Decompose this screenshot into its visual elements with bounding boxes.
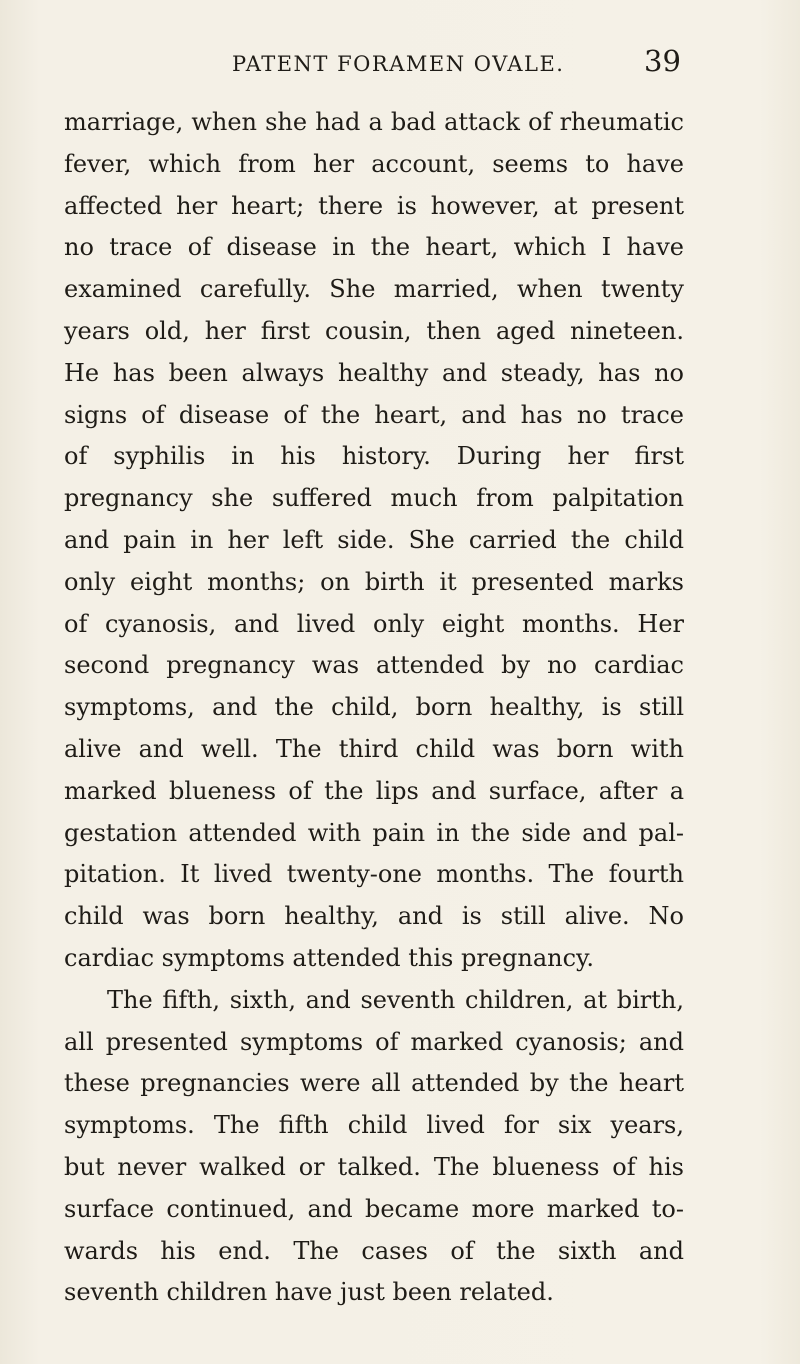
text-line: marked blueness of the lips and surface, after a: [64, 776, 684, 805]
text-line: He has been always healthy and steady, has no: [64, 358, 684, 387]
text-line: these pregnancies were all attended by the heart: [64, 1069, 684, 1098]
text-line: affected her heart; there is however, at present: [64, 191, 684, 220]
text-line: pitation. It lived twenty-one months. The fourth: [64, 860, 684, 889]
text-line: only eight months; on birth it presented marks: [64, 567, 684, 596]
text-line: of syphilis in his history. During her first: [64, 442, 684, 471]
text-line: fever, which from her account, seems to have: [64, 149, 684, 178]
text-line: The fifth, sixth, and seventh children, at birth,: [107, 985, 684, 1014]
text-line: gestation attended with pain in the side and pal-: [64, 818, 684, 847]
running-title: PATENT FORAMEN OVALE.: [232, 52, 565, 76]
text-line: all presented symptoms of marked cyanosis; and: [64, 1027, 684, 1056]
page-header: [0, 44, 800, 92]
text-line: no trace of disease in the heart, which I have: [64, 233, 684, 262]
text-line: marriage, when she had a bad attack of rheumatic: [64, 108, 684, 136]
text-line: wards his end. The cases of the sixth and: [64, 1236, 684, 1265]
page-number: 39: [644, 44, 681, 78]
body-text: [64, 102, 684, 1314]
text-line: signs of disease of the heart, and has no trace: [64, 400, 684, 429]
text-line: and pain in her left side. She carried the child: [64, 525, 684, 554]
text-line: alive and well. The third child was born with: [64, 734, 684, 763]
text-line: pregnancy she suffered much from palpitation: [64, 484, 684, 513]
text-line: child was born healthy, and is still alive. No: [64, 902, 684, 931]
text-line: second pregnancy was attended by no cardiac: [64, 651, 684, 680]
text-line: of cyanosis, and lived only eight months. Her: [64, 609, 684, 638]
text-line: years old, her first cousin, then aged nineteen.: [64, 316, 684, 345]
text-line: but never walked or talked. The blueness of his: [64, 1152, 684, 1181]
text-line: symptoms, and the child, born healthy, is still: [64, 693, 684, 722]
text-line: symptoms. The fifth child lived for six years,: [64, 1111, 684, 1140]
text-line: seventh children have just been related.: [64, 1278, 554, 1307]
text-line: surface continued, and became more marked to-: [64, 1194, 684, 1223]
text-line: cardiac symptoms attended this pregnancy.: [64, 943, 595, 972]
text-line: examined carefully. She married, when twenty: [64, 275, 684, 304]
